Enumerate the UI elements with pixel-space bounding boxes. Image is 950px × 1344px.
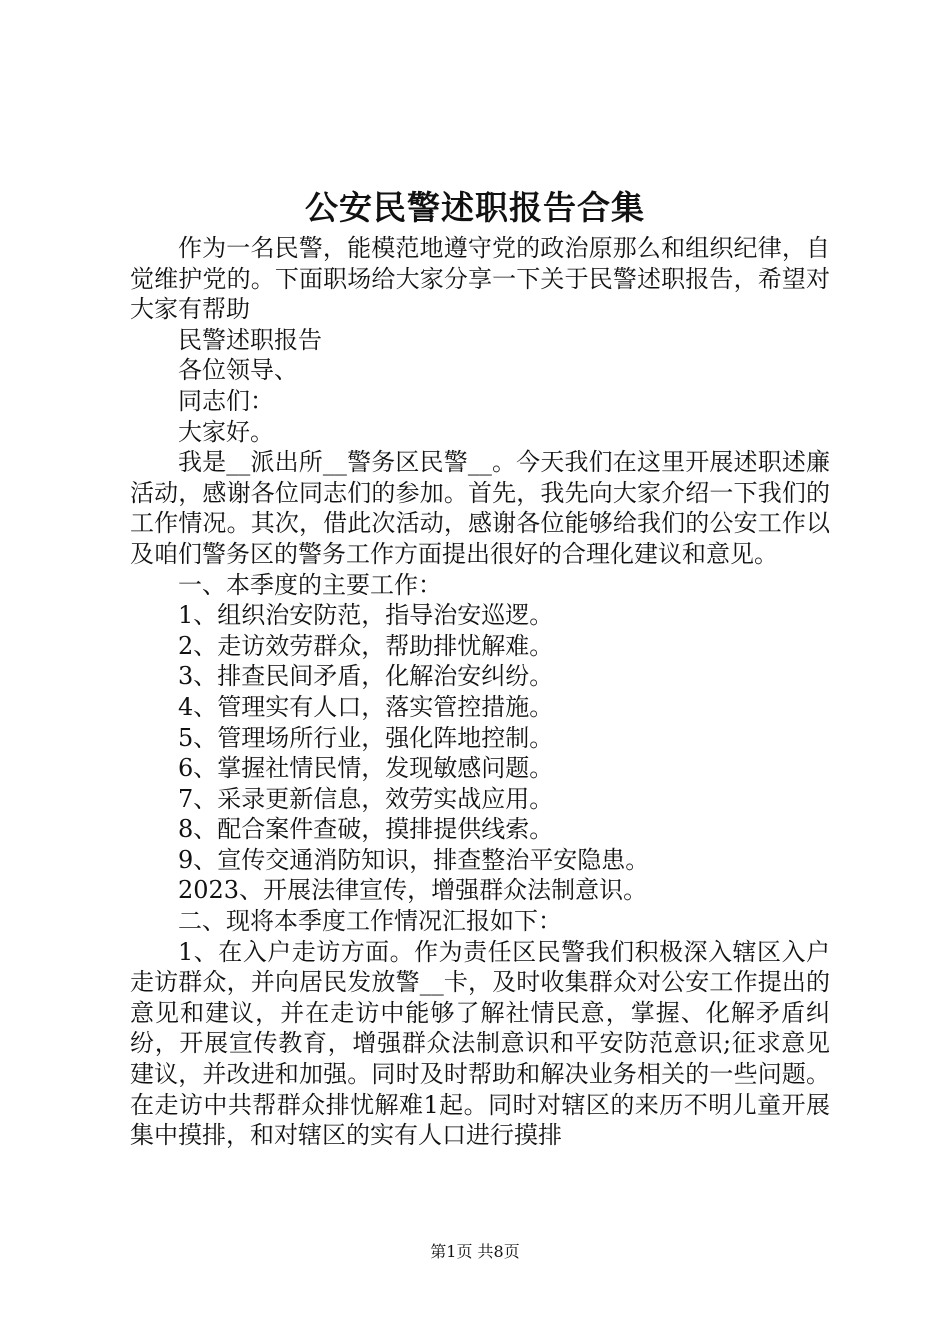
report-heading: 民警述职报告 — [178, 325, 322, 354]
list-item: 4、管理实有人口，落实管控措施。 — [178, 692, 554, 721]
self-introduction-paragraph: 我是__派出所__警务区民警__。今天我们在这里开展述职述廉活动，感谢各位同志们的参加。首先，我先向大家介绍一下我们的工作情况。其次，借此次活动，感谢各位能够给我们的公安工作以及咱们警务区的警务工作方面提出很好的合理化建议和意见。 — [130, 448, 830, 568]
salutation-comrades: 同志们： — [178, 386, 274, 415]
list-item: 9、宣传交通消防知识，排查整治平安隐患。 — [178, 845, 650, 874]
list-item: 8、配合案件查破，摸排提供线索。 — [178, 815, 554, 844]
page-footer: 第1页 共8页 — [430, 1242, 520, 1261]
document-body — [130, 233, 830, 1151]
list-item: 2、走访效劳群众，帮助排忧解难。 — [178, 631, 554, 660]
list-item: 2023、开展法律宣传，增强群众法制意识。 — [178, 876, 648, 905]
section-heading-main-work: 一、本季度的主要工作： — [178, 570, 442, 599]
list-item: 6、掌握社情民情，发现敏感问题。 — [178, 754, 554, 783]
section-heading-report: 二、现将本季度工作情况汇报如下： — [178, 907, 562, 936]
salutation-leaders: 各位领导、 — [178, 356, 298, 385]
document-title: 公安民警述职报告合集 — [305, 188, 645, 227]
list-item: 5、管理场所行业，强化阵地控制。 — [178, 723, 554, 752]
list-item: 1、组织治安防范，指导治安巡逻。 — [178, 601, 554, 630]
household-visit-paragraph: 1、在入户走访方面。作为责任区民警我们积极深入辖区入户走访群众，并向居民发放警__卡，及时收集群众对公安工作提出的意见和建议，并在走访中能够了解社情民意，掌握、化解矛盾纠纷，开展宣传教育，增强群众法制意识和平安防范意识;征求意见建议，并改进和加强。同时及时帮助和解决业务相关的一些问题。在走访中共帮群众排忧解难1起。同时对辖区的来历不明儿童开展集中摸排，和对辖区的实有人口进行摸排 — [130, 937, 830, 1150]
intro-paragraph: 作为一名民警，能模范地遵守党的政治原那么和组织纪律，自觉维护党的。下面职场给大家分享一下关于民警述职报告，希望对大家有帮助 — [130, 234, 830, 324]
list-item: 3、排查民间矛盾，化解治安纠纷。 — [178, 662, 554, 691]
list-item: 7、采录更新信息，效劳实战应用。 — [178, 784, 554, 813]
greeting: 大家好。 — [178, 417, 274, 446]
